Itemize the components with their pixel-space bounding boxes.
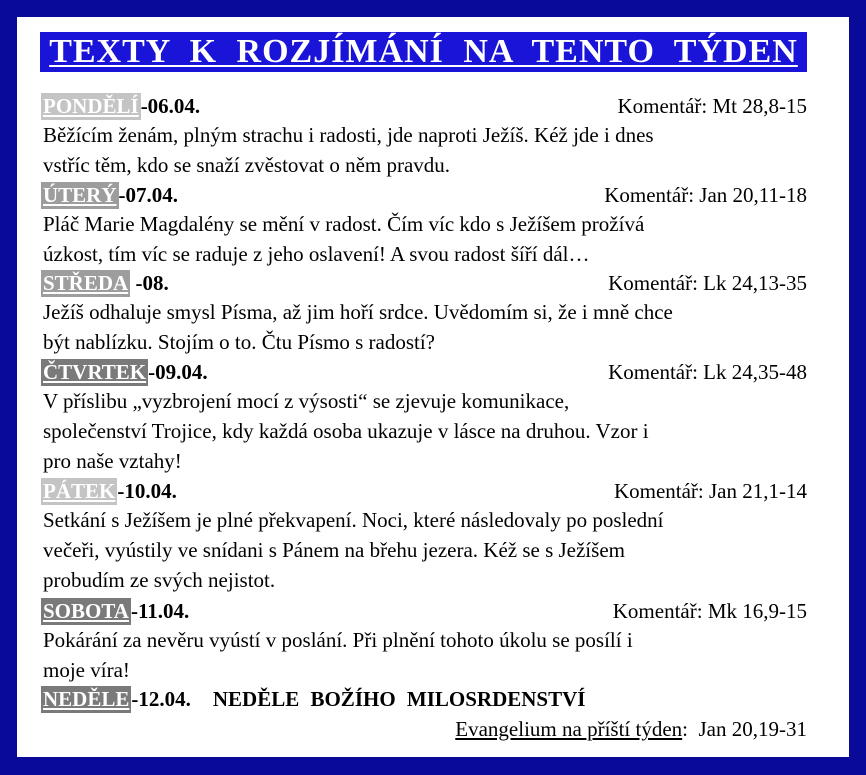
day-label: SOBOTA bbox=[43, 599, 129, 623]
day-header bbox=[43, 93, 807, 120]
day-text-line: moje víra! bbox=[43, 658, 130, 682]
day-header bbox=[43, 270, 807, 297]
day-entry-monday bbox=[43, 93, 807, 180]
gospel-reference: Jan 20,19-31 bbox=[698, 717, 807, 741]
commentary-reference: Komentář: Lk 24,35-48 bbox=[608, 360, 807, 384]
day-text-line: vstříc těm, kdo se snaží zvěstovat o něm pravdu. bbox=[43, 153, 451, 177]
day-text-line: Běžícím ženám, plným strachu i radosti, jde naproti Ježíš. Kéž jde i dnes bbox=[43, 123, 654, 147]
gospel-colon: : bbox=[682, 717, 688, 741]
day-text-line: večeři, vyústily ve snídani s Pánem na břehu jezera. Kéž se s Ježíšem bbox=[43, 538, 625, 562]
day-entry-wednesday bbox=[43, 270, 807, 357]
day-label: ČTVRTEK bbox=[43, 360, 147, 384]
feast-title: NEDĚLE BOŽÍHO MILOSRDENSTVÍ bbox=[212, 687, 586, 711]
day-label: STŘEDA bbox=[43, 271, 129, 295]
day-text-line: úzkost, tím víc se raduje z jeho oslavení! A svou radost šíří dál… bbox=[43, 242, 590, 266]
day-entry-friday bbox=[43, 478, 807, 595]
page-title: TEXTY K ROZJÍMÁNÍ NA TENTO TÝDEN bbox=[40, 32, 807, 72]
day-text-line: Ježíš odhaluje smysl Písma, až jim hoří srdce. Uvědomím si, že i mně chce bbox=[43, 300, 673, 324]
day-text-line: probudím ze svých nejistot. bbox=[43, 568, 276, 592]
day-label: PÁTEK bbox=[43, 479, 116, 503]
day-date: -08. bbox=[130, 271, 169, 295]
commentary-reference: Komentář: Mk 16,9-15 bbox=[612, 599, 807, 623]
day-text-line: Setkání s Ježíšem je plné překvapení. Noci, které následovaly po poslední bbox=[43, 508, 664, 532]
day-entry-thursday bbox=[43, 359, 807, 476]
day-header bbox=[43, 478, 807, 505]
day-entry-saturday bbox=[43, 598, 807, 685]
day-label: ÚTERÝ bbox=[43, 183, 117, 207]
day-date: -12.04. bbox=[131, 687, 191, 711]
day-date: -11.04. bbox=[130, 599, 190, 623]
day-header bbox=[43, 182, 807, 209]
day-text-line: V příslibu „vyzbrojení mocí z výsosti“ se zjevuje komunikace, bbox=[43, 389, 570, 413]
day-date: -06.04. bbox=[140, 94, 201, 118]
commentary-reference: Komentář: Mt 28,8-15 bbox=[617, 94, 807, 118]
day-date: -07.04. bbox=[118, 183, 179, 207]
day-text-line: pro naše vztahy! bbox=[43, 449, 182, 473]
gospel-label: Evangelium na příští týden bbox=[455, 717, 683, 741]
day-text-line: být nablízku. Stojím o to. Čtu Písmo s radostí? bbox=[43, 330, 436, 354]
day-date: -10.04. bbox=[117, 479, 177, 503]
day-text-line: společenství Trojice, kdy každá osoba ukazuje v lásce na druhou. Vzor i bbox=[43, 419, 649, 443]
day-date: -09.04. bbox=[148, 360, 208, 384]
day-label: NEDĚLE bbox=[43, 687, 130, 711]
day-text-line: Pláč Marie Magdalény se mění v radost. Čím víc kdo s Ježíšem prožívá bbox=[43, 212, 645, 236]
commentary-reference: Komentář: Jan 20,11-18 bbox=[604, 183, 807, 207]
commentary-reference: Komentář: Jan 21,1-14 bbox=[613, 479, 807, 503]
day-text-line: Pokárání za nevěru vyústí v poslání. Při plnění tohoto úkolu se posílí i bbox=[43, 628, 633, 652]
day-label: PONDĚLÍ bbox=[43, 94, 139, 118]
day-entry-tuesday bbox=[43, 182, 807, 269]
day-header bbox=[43, 598, 807, 625]
day-header bbox=[43, 686, 807, 713]
commentary-reference: Komentář: Lk 24,13-35 bbox=[608, 271, 807, 295]
day-header bbox=[43, 359, 807, 386]
day-entry-sunday bbox=[43, 686, 807, 741]
next-week-gospel bbox=[455, 716, 807, 743]
